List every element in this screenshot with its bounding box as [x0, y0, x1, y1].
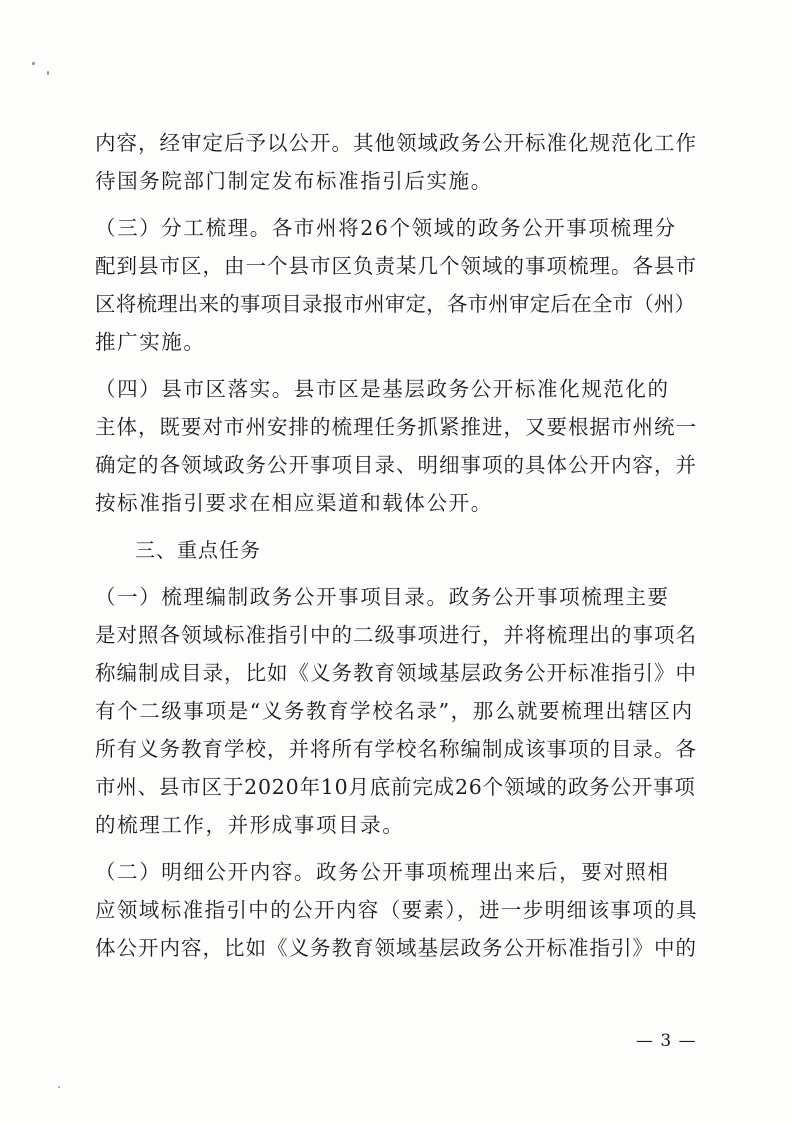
- paragraph-line: 主体，既要对市州安排的梳理任务抓紧推进，又要根据市州统一: [95, 415, 697, 439]
- paragraph-line: 市州、县市区于2020年10月底前完成26个领域的政务公开事项: [95, 775, 696, 799]
- paragraph-line: 是对照各领域标准指引中的二级事项进行，并将梳理出的事项名: [95, 623, 697, 647]
- scan-speck: [32, 62, 35, 65]
- paragraph-line: 的梳理工作，并形成事项目录。: [95, 813, 405, 837]
- paragraph-line: 所有义务教育学校，并将所有学校名称编制成该事项的目录。各: [95, 737, 697, 761]
- paragraph-line: 配到县市区，由一个县市区负责某几个领域的事项梳理。各县市: [95, 254, 697, 278]
- paragraph-line: 确定的各领域政务公开事项目录、明细事项的具体公开内容，并: [95, 453, 697, 477]
- paragraph-line: （二）明细公开内容。政务公开事项梳理出来后，要对照相: [95, 860, 670, 884]
- paragraph-line: 应领域标准指引中的公开内容（要素），进一步明细该事项的具: [95, 898, 698, 922]
- paragraph-line: 有个二级事项是“义务教育学校名录”，那么就要梳理出辖区内: [95, 699, 694, 723]
- paragraph-line: （四）县市区落实。县市区是基层政务公开标准化规范化的: [95, 377, 670, 401]
- paragraph-line: （三）分工梳理。各市州将26个领域的政务公开事项梳理分: [95, 216, 677, 240]
- paragraph-line: 内容，经审定后予以公开。其他领域政务公开标准化规范化工作: [95, 131, 697, 155]
- scan-speck: [47, 71, 49, 75]
- paragraph-line: 称编制成目录，比如《义务教育领域基层政务公开标准指引》中: [95, 661, 697, 685]
- paragraph-line: 体公开内容，比如《义务教育领域基层政务公开标准指引》中的: [95, 936, 697, 960]
- section-heading: 三、重点任务: [135, 538, 261, 562]
- paragraph-line: 推广实施。: [95, 330, 206, 354]
- scan-speck: [58, 1086, 60, 1088]
- page-number: — 3 —: [636, 1031, 697, 1051]
- paragraph-line: 按标准指引要求在相应渠道和载体公开。: [95, 491, 493, 515]
- paragraph-line: 待国务院部门制定发布标准指引后实施。: [95, 169, 493, 193]
- paragraph-line: （一）梳理编制政务公开事项目录。政务公开事项梳理主要: [95, 585, 670, 609]
- paragraph-line: 区将梳理出来的事项目录报市州审定，各市州审定后在全市（州）: [95, 292, 696, 316]
- document-body: [95, 124, 700, 967]
